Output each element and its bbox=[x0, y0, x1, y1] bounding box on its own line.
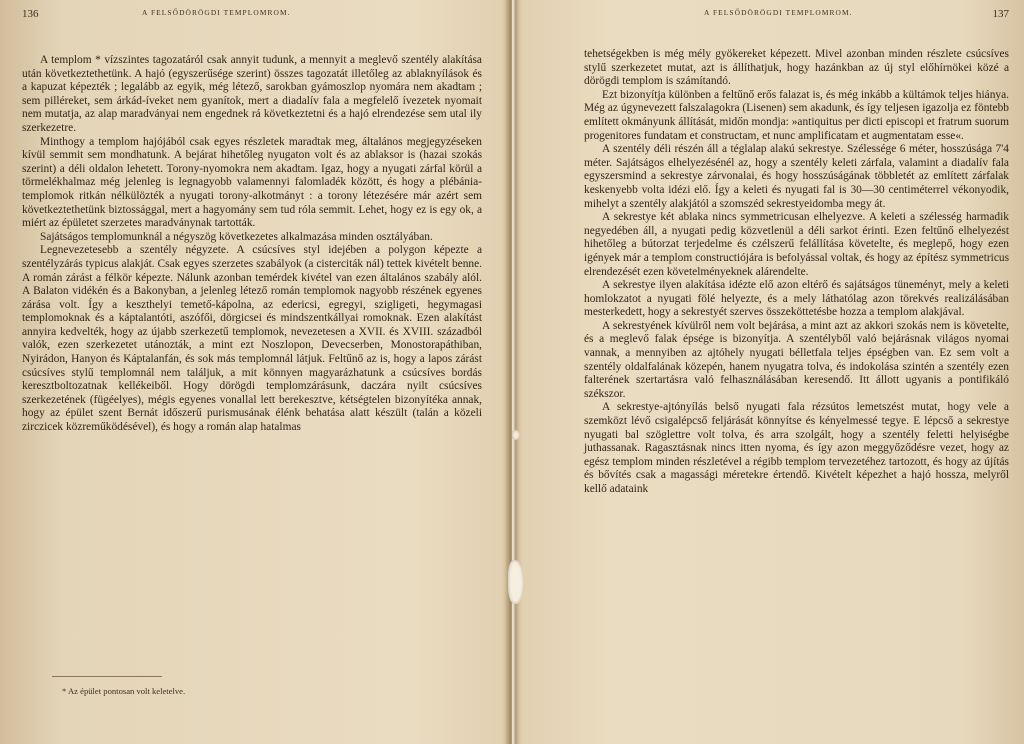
paragraph: A sekrestyének kívülről nem volt bejárása, a mint azt az akkori szokás nem is követelte, és a meglevő falak épsége is bizonyítja. A szentélyből való bejárásnak világos nyomai vannak, a mennyiben az ajtóhely nyugati bélletfala teljes épségben van. Ez sem volt a szentély oldalfalának közepén, hanem nyugatra tolva, és indokolása szintén a szentély ezen falterének szertartásra való felhasználásában keresendő. Itt állott ugyanis a pontifikáló székszor. bbox=[584, 319, 1009, 400]
book-gutter bbox=[505, 0, 519, 744]
paragraph: Sajátságos templomunknál a négyszög következetes alkalmazása minden osztályában. bbox=[40, 230, 433, 243]
paragraph: A sekrestye ilyen alakítása idézte elő azon eltérő és sajátságos tüneményt, mely a keleti homlokzatot a nyugati fölé helyezte, és a mely láthatólag azon törekvés realizálásában mesterkedett, hogy a sekrestyét szerves összeköttetésbe hozza a templom alakjával. bbox=[584, 279, 1009, 319]
paragraph: A sekrestye-ajtónyílás belső nyugati fala rézsútos lemetszést mutat, hogy vele a szemközt lévő csigalépcső feljárását könnyítse és kényelmessé tegye. E lépcső a sekrestye nyugati bal szöglettre volt tolva, és arra szolgált, hogy a szentély feletti helyiségbe juthassanak. Ragasztásnak nincs itten nyoma, és így azon meggyőződésre vezet, hogy az egész templom minden részletével a régibb templom tervezetéhez tartozott, és hogy az újítás és bővítés csak a magassági méretekre értendő. Kivételt képezhet a hajó hossza, melyről kellő adataink bbox=[584, 401, 1009, 495]
footnote: * Az épület pontosan volt keletelve. bbox=[62, 686, 186, 696]
paragraph: Minthogy a templom hajójából csak egyes részletek maradtak meg, általános megjegyzéseken kívül semmit sem mondhatunk. A bejárat hihetőleg nyugaton volt és az ablaksor is (hazai szokás szerint) a déli oldalon lehetett. Torony-nyomokra nem akadtam. Igaz, hogy a nyugati zárfal körül a törmelékhalmaz még jelenleg is legnagyobb valamennyi falomladék között, és hogy a plébánia-templomok ritkán nélkülözték a nyugati torony-alkotmányt : a torony létezésére már azért sem következtethetünk biztossággal, mert a hagyomány sem tud róla semmit. Lehet, hogy ez is egy ok, a miért az épületet szerzetes maradványnak tartották. bbox=[22, 135, 482, 230]
paragraph: A sekrestye két ablaka nincs symmetricusan elhelyezve. A keleti a szélesség harmadik negyedében áll, a nyugati pedig közvetlenül a déli sarkot érinti. Ezen feltűnő elhelyezést hihetőleg a bútorzat terjedelme és czélszerű felállítása követelte, és meglepő, hogy ezen igények már a templom constructiójára is befolyással voltak, és hogy az építész symmetricus elrendezését ezen követelményeknek alárendelte. bbox=[584, 211, 1009, 278]
paper-tear bbox=[512, 430, 520, 440]
body-text bbox=[22, 54, 482, 435]
left-page bbox=[22, 0, 482, 744]
body-text bbox=[584, 48, 1009, 497]
page-number: 136 bbox=[22, 8, 39, 20]
paper-tear bbox=[508, 560, 524, 604]
page-number: 137 bbox=[992, 8, 1009, 20]
running-head-title: A FELSŐDÖRÖGDI TEMPLOMROM. bbox=[704, 8, 853, 17]
paragraph: A templom * vízszintes tagozatáról csak annyit tudunk, a mennyit a meglevő szentély alakítása után következtethetünk. A hajó (egyszerűsége szerint) összes tagozatát illetőleg az ablaknyílások és a kapuzat képezték ; legalább az egyik, még létező, sarokban gyámoszlop nyomára nem akadtam ; sem pilléreket, sem árkád-íveket nem gyanítok, mert a diadalív fala a megfelelő ívezetek nyomait nem mutatja, az alap maradványai nem engednek rá következtetni és a hajó elrendezése sem utal ily szerkezetre. bbox=[22, 54, 482, 134]
footnote-rule bbox=[52, 676, 162, 677]
paragraph: Legnevezetesebb a szentély négyzete. A csúcsíves styl idejében a polygon képezte a szentélyzárás typicus alakját. Csak egyes szerzetes szabályok (a cisterciták nál) tettek kivételt benne. A román zárást a félkör képezte. Nálunk azonban temérdek kivétel van ezen általános szabály alól. A Balaton vidékén és a Bakonyban, a jelenleg létező román templomok nagyobb részének egyenes zárása volt. Így a keszthelyi temető-kápolna, az edericsi, egregyi, szigligeti, hegymagasi templomoknak és a káptalantóti, aszófői, dörgicsei és mindszentkállyai romoknak. Ezen alakítást annyira kedvelték, hogy az újabb szerkezetű templomok, nevezetesen a XVII. és XVIII. századból valók, ezen szerkezetet utánozták, a mint ezt Noszlopon, Devecserben, Monostorapáthiban, Nyirádon, Hanyon és Káptalanfán, és sok más templomnál látjuk. Feltűnő az is, hogy a lapos zárást csúcsíves stylű templomnál nem találjuk, a mit könnyen magyarázhatunk a csúcsíves bordás keresztboltozatnak kellékeiből. Hogy dörögdi templomzárásunk, daczára nyilt csúcsíves szerkezetének (fügéelyes), mégis egyenes vonallal lett berekesztve, kétségtelen bizonyítéka annak, hogy az épület szent Bernát időszerű purismusának élénk behatása alatt készült (talán a közeli zirczicek közreműködésével), és hogy a román alap hatalmas bbox=[22, 244, 482, 434]
paragraph: A szentély déli részén áll a téglalap alakú sekrestye. Szélessége 6 méter, hosszúsága 7'4 méter. Sajátságos elhelyezésénél az, hogy a szentély keleti zárfala, valamint a diadalív fala egyszersmind a sekrestye zárvonalai, és hogy hosszúságának többletét az említett zárfalak keskenyebb volta idézi elő. Így a keleti és nyugati fal is 30—30 centiméterrel vékonyodik, mihelyt a szentély alakjától a szomszéd sekrestyeidomba megy át. bbox=[584, 143, 1009, 210]
paragraph: Ezt bizonyítja különben a feltűnő erős falazat is, és még inkább a kültámok teljes hiánya. Még az úgynevezett falszalagokra (Lisenen) sem akadunk, és így teljesen igazolja ez föntebb említett okmányunk állítását, midőn mondja: »antiquitus per dicti episcopi et fratrum suorum progenitores fundatam et constructam, et nunc amplificatam et augmentatam esse«. bbox=[584, 88, 1009, 142]
running-head bbox=[584, 8, 1009, 22]
paragraph: tehetségekben is még mély gyökereket képezett. Mivel azonban minden részlete csúcsíves stylű szerkezetet mutat, azt is állíthatjuk, hogy hazánkban az új styl előhírnökei közé a dörögdi templom is számítandó. bbox=[584, 48, 1009, 88]
running-head bbox=[22, 8, 482, 22]
running-head-title: A FELSŐDÖRÖGDI TEMPLOMROM. bbox=[142, 8, 291, 17]
right-page bbox=[584, 0, 1009, 744]
